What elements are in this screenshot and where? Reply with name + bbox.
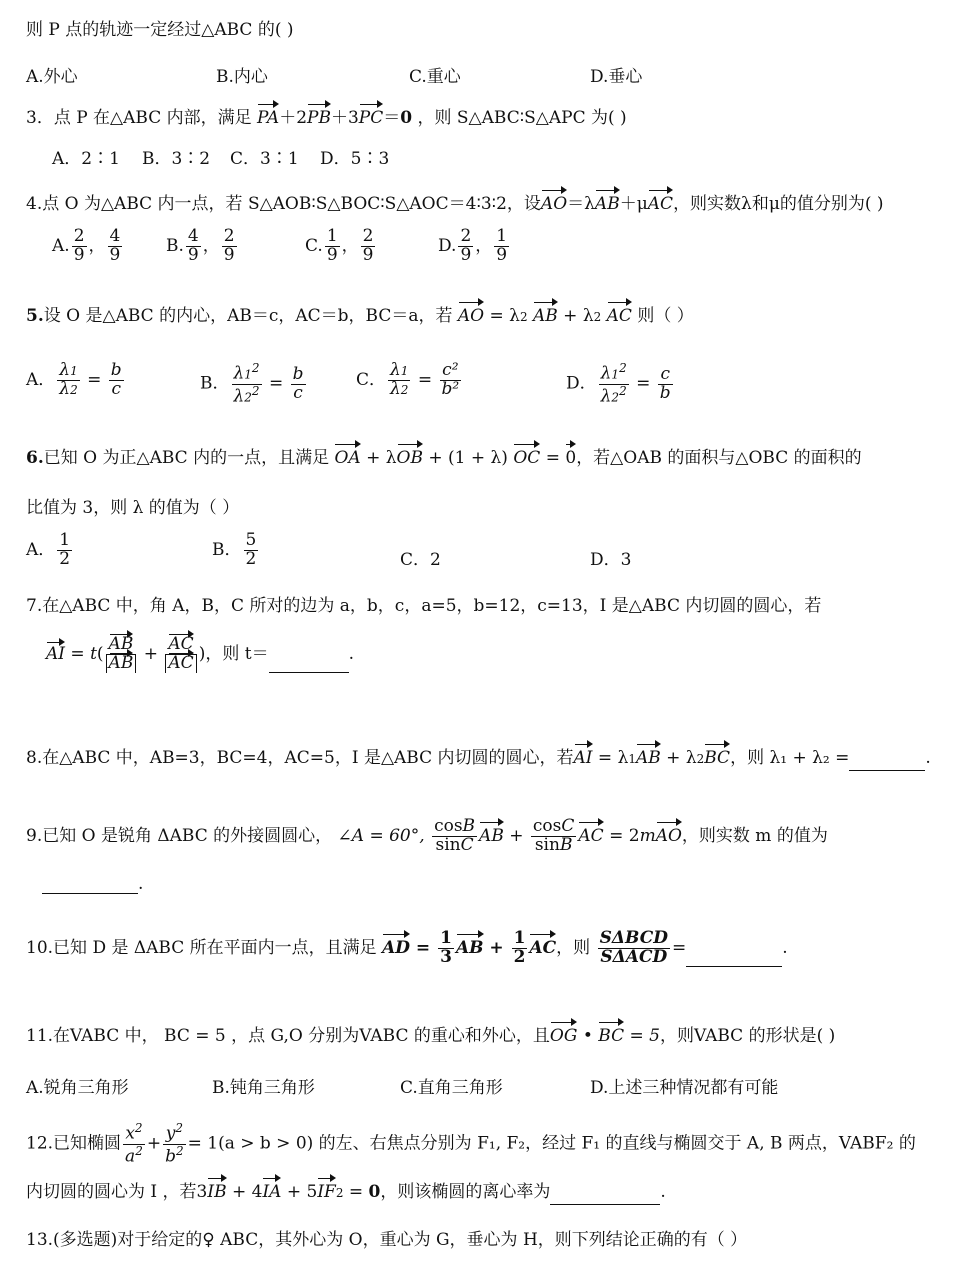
q6-vector-equation: OA + λOB + (1 + λ) OC = 0 bbox=[334, 448, 577, 468]
q4-option-d: D. $\frac{2}{9}$ ， $\frac{1}{9}$ bbox=[438, 226, 508, 265]
q6-stem bbox=[26, 446, 959, 470]
q6-stem-line2: 比值为 3，则 λ 的值为（ ） bbox=[26, 498, 240, 518]
q2-stem-text: 则 P 点的轨迹一定经过△ABC 的( ) bbox=[26, 20, 294, 40]
q9-angle: ∠A = 60°, bbox=[337, 825, 425, 846]
q9-answer-line: . bbox=[42, 874, 143, 894]
q10-answer-blank[interactable] bbox=[686, 948, 782, 967]
q5-option-d: D． $\frac{\lambda 1^2}{\lambda 2^2}$ = $\frac{c}{b}$ bbox=[566, 361, 671, 407]
q5-option-c: C． $\frac{\lambda 1}{\lambda 2}$ = $\frac{\text{c²}}{\text{b²}}$ bbox=[356, 360, 460, 399]
q2-option-d: D.垂心 bbox=[590, 67, 643, 87]
q2-option-a: A.外心 bbox=[26, 67, 78, 87]
q4-option-c: C. $\frac{1}{9}$ ， $\frac{2}{9}$ bbox=[305, 226, 374, 265]
q7-stem: 7.在△ABC 中，角 A，B，C 所对的边为 a，b，c，a=5，b=12，c=13，I 是△ABC 内切圆的圆心，若 bbox=[26, 596, 822, 616]
q5-option-a: A． $\frac{\lambda 1}{\lambda 2}$ = $\frac{b}{c}$ bbox=[26, 360, 122, 399]
q11-option-a: A.锐角三角形 bbox=[26, 1078, 129, 1098]
q9-stem-post: ，则实数 m 的值为 bbox=[681, 825, 828, 846]
q12-y-term: $\frac{y^2}{b^2}$ bbox=[165, 1121, 184, 1167]
q11-stem-post: ，则VABC 的形状是( ) bbox=[659, 1026, 836, 1046]
q5-stem-pre: 设 O 是△ABC 的内心，AB＝c，AC＝b，BC＝a，若 bbox=[43, 306, 453, 326]
q8-stem-post: ，则 λ₁ + λ₂ = bbox=[730, 748, 850, 768]
q12-line2: 内切圆的圆心为 I ，若3IB + 4IA + 5IF2 = 0，则该椭圆的离心率为 . bbox=[26, 1180, 959, 1205]
q8-answer-blank[interactable] bbox=[849, 752, 925, 771]
q11-stem bbox=[26, 1024, 959, 1048]
q6-stem-post: ，若△OAB 的面积与△OBC 的面积的 bbox=[576, 448, 862, 468]
q8-stem: 8.在△ABC 中，AB=3，BC=4，AC=5，I 是△ABC 内切圆的圆心，若AI = λ1AB + λ2BC，则 λ₁ + λ₂ = . bbox=[26, 746, 959, 771]
q7-formula: AI = t( $\frac{AB}{AB}$ + $\frac{AC}{AC}$ )，则 t＝ . bbox=[46, 634, 354, 673]
q11-option-c: C.直角三角形 bbox=[400, 1078, 503, 1098]
q4-option-a: A. $\frac{2}{9}$ ， $\frac{4}{9}$ bbox=[52, 226, 121, 265]
q10-area-ratio: $\frac{\text{SΔBCD}}{\text{SΔACD}}$ bbox=[599, 928, 669, 967]
q3-option-b: B．3∶2 bbox=[142, 149, 211, 169]
q3-vector-equation: PA＋2PB＋3PC＝0 bbox=[257, 108, 413, 128]
q12-answer-blank[interactable] bbox=[550, 1186, 660, 1205]
q3-option-a: A．2∶1 bbox=[52, 149, 120, 169]
q7-tail: ，则 t＝ bbox=[205, 643, 269, 664]
q9-answer-blank[interactable] bbox=[42, 875, 138, 894]
q3-option-c: C．3∶1 bbox=[230, 149, 299, 169]
q3-stem-post: ，则 S△ABC∶S△APC 为( ) bbox=[417, 108, 627, 128]
q12-vector-equation: 3IB + 4IA + 5IF2 = 0 bbox=[196, 1182, 381, 1202]
q4-stem-post: ，则实数λ和μ的值分别为( ) bbox=[673, 194, 884, 214]
q12-line2-pre: 内切圆的圆心为 I ，若 bbox=[26, 1182, 197, 1202]
q5-option-b: B． $\frac{\lambda 1^2}{\lambda 2^2}$ = $\frac{b}{c}$ bbox=[200, 361, 304, 407]
q4-option-b: B. $\frac{4}{9}$ ， $\frac{2}{9}$ bbox=[166, 226, 235, 265]
q9-stem: 9.已知 O 是锐角 ΔABC 的外接圆圆心， ∠A = 60°, $\frac{\cos B}{\sin C}$ AB + $\frac{\cos C}{\sin B}$ AC = 2mAO，则实数 m 的值为 bbox=[26, 816, 828, 855]
q9-stem-pre: 9.已知 O 是锐角 ΔABC 的外接圆圆心， bbox=[26, 825, 333, 846]
q7-answer-blank[interactable] bbox=[269, 654, 349, 673]
q11-dot-product: OG • BC = 5 bbox=[549, 1026, 660, 1046]
q10-stem-pre: 10.已知 D 是 ΔABC 所在平面内一点，且满足 bbox=[26, 937, 377, 958]
q5-vector-equation: AO = λ2 AB + λ2 AC bbox=[457, 306, 632, 326]
q6-option-c: C．2 bbox=[400, 550, 441, 570]
q6-stem-pre: 已知 O 为正△ABC 内的一点，且满足 bbox=[43, 448, 330, 468]
q5-stem-post: 则（ ） bbox=[637, 306, 694, 326]
q8-vector-equation: AI = λ1AB + λ2BC bbox=[573, 748, 731, 768]
q10-stem: 10.已知 D 是 ΔABC 所在平面内一点，且满足 AD = $\frac{1}{3}$ AB + $\frac{1}{2}$ AC，则 $\frac{\text{SΔBCD}}{\text{SΔACD}}$ = . bbox=[26, 928, 788, 967]
q11-stem-pre: 11.在VABC 中， BC = 5 ，点 G,O 分别为VABC 的重心和外心，且 bbox=[26, 1026, 550, 1046]
q2-option-b: B.内心 bbox=[216, 67, 268, 87]
q3-stem-pre: 3．点 P 在△ABC 内部，满足 bbox=[26, 108, 252, 128]
q3-stem bbox=[26, 106, 959, 130]
q11-option-d: D.上述三种情况都有可能 bbox=[590, 1078, 779, 1098]
q6-option-d: D．3 bbox=[590, 550, 632, 570]
q6-option-a: A． $\frac{1}{2}$ bbox=[26, 530, 71, 569]
q12-stem-pre: 12.已知椭圆 bbox=[26, 1133, 122, 1154]
q6-option-b: B． $\frac{5}{2}$ bbox=[212, 530, 257, 569]
q12-stem: 12.已知椭圆 $\frac{x^2}{a^2}$ + $\frac{y^2}{b^2}$ = 1(a > b > 0) 的左、右焦点分别为 F₁, F₂，经过 F₁ 的直线与椭圆交于 A, B 两点，VABF₂ 的 bbox=[26, 1121, 916, 1167]
q5-number: 5. bbox=[26, 306, 44, 326]
q8-stem-pre: 8.在△ABC 中，AB=3，BC=4，AC=5，I 是△ABC 内切圆的圆心，若 bbox=[26, 748, 574, 768]
q10-vector-equation: AD = $\frac{1}{3}$ AB + $\frac{1}{2}$ AC bbox=[382, 928, 557, 967]
q12-ellipse-tail: = 1(a > b > 0) 的左、右焦点分别为 F₁, F₂，经过 F₁ 的直线与椭圆交于 A, B 两点，VABF₂ 的 bbox=[187, 1133, 916, 1154]
q10-stem-post: ，则 bbox=[556, 937, 591, 958]
q13-stem: 13.(多选题)对于给定的♀ ABC，其外心为 O，重心为 G，垂心为 H，则下列结论正确的有（ ） bbox=[26, 1230, 748, 1250]
q4-stem bbox=[26, 192, 959, 216]
q6-number: 6. bbox=[26, 448, 44, 468]
q11-option-b: B.钝角三角形 bbox=[212, 1078, 315, 1098]
q12-x-term: $\frac{x^2}{a^2}$ bbox=[125, 1121, 143, 1167]
q5-stem bbox=[26, 304, 959, 329]
q12-line2-post: ，则该椭圆的离心率为 bbox=[380, 1182, 551, 1202]
q4-vector-equation: AO＝λAB＋μAC bbox=[540, 194, 674, 214]
q3-option-d: D．5∶3 bbox=[320, 149, 390, 169]
q4-stem-pre: 4.点 O 为△ABC 内一点，若 S△AOB∶S△BOC∶S△AOC＝4∶3∶2，设 bbox=[26, 194, 541, 214]
q2-stem bbox=[26, 18, 959, 42]
q2-option-c: C.重心 bbox=[409, 67, 461, 87]
